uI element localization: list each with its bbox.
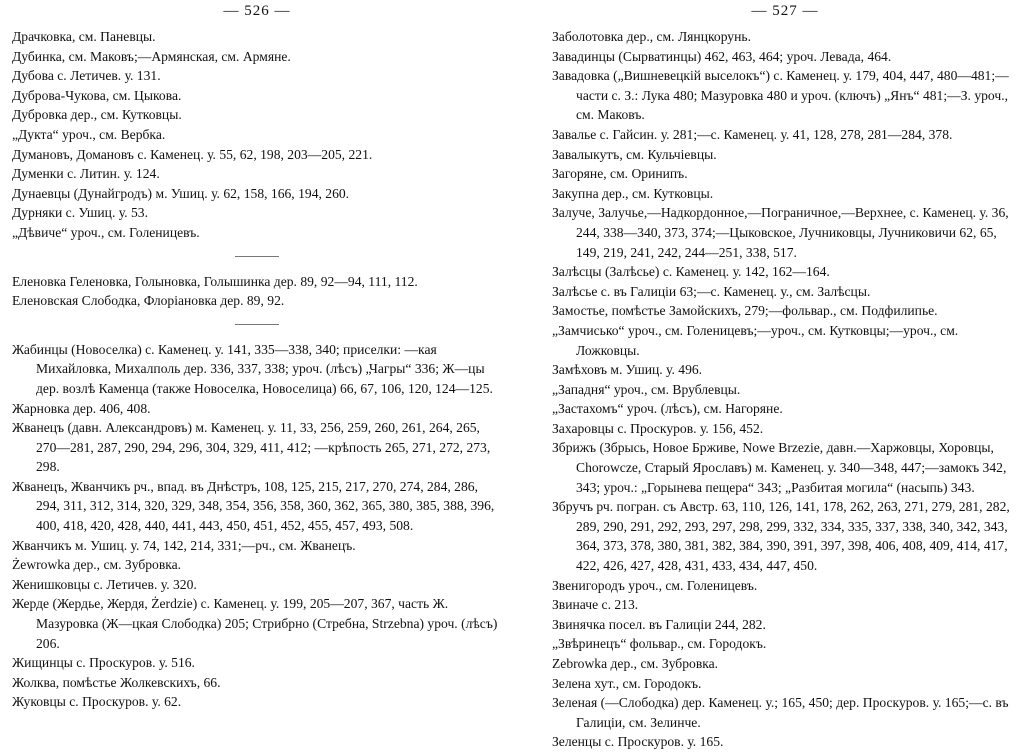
right-page — [512, 0, 1024, 753]
index-entry: Жабинцы (Новоселка) с. Каменец. у. 141, 335—338, 340; приселки: —кая Михайловка, Михалполь дер. 336, 337, 338; уроч. (лѣсъ) „Чагры“ 336; Ж—цы дер. возлѣ Каменца (также Новоселка, Новоселица) 66, 67, 106, 120, 124—125. — [12, 341, 493, 396]
index-entry: Жванецъ (давн. Александровъ) м. Каменец. у. 11, 33, 256, 259, 260, 261, 264, 265, 270—281, 287, 290, 294, 296, 304, 329, 411, 412; —крѣпость 265, 271, 272, 273, 298. — [12, 420, 491, 475]
index-entry: Жуковцы с. Проскуров. у. 62. — [12, 694, 182, 710]
index-entry: Дуброва-Чукова, см. Цыкова. — [12, 87, 182, 103]
index-entry: Замостье, помѣстье Замойскихъ, 279;—фольвар., см. Подфилипье. — [552, 303, 938, 319]
index-entry: „Застахомъ“ уроч. (лѣсъ), см. Нагоряне. — [552, 401, 783, 417]
index-entry: „Дѣвиче“ уроч., см. Голеницевъ. — [12, 224, 200, 240]
index-entry: Думановъ, Домановъ с. Каменец. у. 55, 62, 198, 203—205, 221. — [12, 146, 373, 162]
index-entry: Жарновка дер. 406, 408. — [12, 400, 151, 416]
index-entry: Жванчикъ м. Ушиц. у. 74, 142, 214, 331;—рч., см. Жванецъ. — [12, 537, 356, 553]
index-entry: „Звѣринецъ“ фольвар., см. Городокъ. — [552, 636, 767, 652]
index-entry: Завалье с. Гайсин. у. 281;—с. Каменец. у. 41, 128, 278, 281—284, 378. — [552, 126, 953, 142]
index-entry: Завадинцы (Сырватинцы) 462, 463, 464; уроч. Левада, 464. — [552, 48, 892, 64]
index-entry: Звинячка посел. въ Галиціи 244, 282. — [552, 616, 766, 632]
index-entry: Зеленая (—Слободка) дер. Каменец. у.; 165, 450; дер. Проскуров. у. 165;—с. въ Галиціи, см. Зелинче. — [552, 695, 1009, 730]
index-entry: Жищинцы с. Проскуров. у. 516. — [12, 655, 195, 671]
index-entry: „Замчисько“ уроч., см. Голеницевъ;—уроч., см. Кутковцы;—уроч., см. Ложковцы. — [552, 322, 959, 358]
index-entry: Залѣсье с. въ Галиціи 63;—с. Каменец. у., см. Залѣсцы. — [552, 283, 871, 299]
page-number: — 527 — — [751, 3, 819, 19]
index-entry: Женишковцы с. Летичев. у. 320. — [12, 576, 197, 592]
index-entry: Еленовка Геленовка, Голыновка, Голышинка дер. 89, 92—94, 111, 112. — [12, 273, 418, 289]
index-entry: Заболотовка дер., см. Лянцкорунь. — [552, 29, 751, 44]
index-column — [552, 27, 1018, 752]
page-number: — 526 — — [223, 3, 291, 19]
index-entry: Жванецъ, Жванчикъ рч., впад. въ Днѣстръ, 108, 125, 215, 217, 270, 274, 284, 286, 294, 311, 312, 314, 320, 329, 348, 354, 356, 358, 360, 362, 365, 380, 385, 388, 396, 400, 418, 420, 428, 440, 441, 443, 450, 451, 452, 455, 457, 493, 508. — [12, 478, 495, 534]
index-entry: Звиначе с. 213. — [552, 597, 639, 613]
index-entry: Думенки с. Литин. у. 124. — [12, 166, 160, 182]
index-entry: Драчковка, см. Паневцы. — [12, 29, 156, 44]
index-entry: „Дукта“ уроч., см. Вербка. — [12, 126, 166, 142]
index-entry: Замѣховъ м. Ушиц. у. 496. — [552, 362, 703, 378]
index-entry: Залѣсцы (Залѣсье) с. Каменец. у. 142, 162—164. — [552, 264, 830, 280]
index-entry: Еленовская Слободка, Флоріановка дер. 89, 92. — [12, 293, 285, 309]
section-divider — [235, 324, 279, 325]
index-entry: Залуче, Залучье,—Надкордонное,—Пограничное,—Верхнее, с. Каменец. у. 36, 244, 338—340, 373, 374;—Цыковское, Лучниковцы, Лучниковичи 62, 65, 149, 219, 241, 242, 244—251, 338, 517. — [552, 205, 1009, 260]
index-entry: Żewrowka дер., см. Зубровка. — [12, 557, 182, 573]
index-entry: Звенигородъ уроч., см. Голеницевъ. — [552, 577, 758, 593]
index-entry: Дунаевцы (Дунайгродъ) м. Ушиц. у. 62, 158, 166, 194, 260. — [12, 185, 350, 201]
index-entry: Дубровка дер., см. Кутковцы. — [12, 107, 182, 123]
index-entry: Дубинка, см. Маковъ;—Армянская, см. Армяне. — [12, 48, 291, 64]
index-entry: Завадовка („Вишневецкій выселокъ“) с. Каменец. у. 179, 404, 447, 480—481;—части с. З.: Лука 480; Мазуровка 480 и уроч. (ключъ) „Янъ“ 481;—З. уроч., см. Маковъ. — [552, 68, 1009, 123]
index-entry: Дурняки с. Ушиц. у. 53. — [12, 205, 148, 221]
section-divider — [235, 256, 279, 257]
index-entry: Zebrowka дер., см. Зубровка. — [552, 656, 719, 671]
index-entry: Загоряне, см. Оринипъ. — [552, 166, 688, 182]
index-entry: Жерде (Жердье, Жердя, Żerdzie) с. Каменец. у. 199, 205—207, 367, часть Ж. Мазуровка (Ж—цкая Слободка) 205; Стрибрно (Стребна, Strzebna) уроч. (лѣсъ) 206. — [12, 596, 498, 651]
index-column — [12, 27, 502, 712]
index-entry: Зеленцы с. Проскуров. у. 165. — [552, 734, 724, 750]
index-entry: „Западня“ уроч., см. Врублевцы. — [552, 381, 741, 397]
index-entry: Закупна дер., см. Кутковцы. — [552, 185, 714, 201]
index-entry: Жолква, помѣстье Жолкевскихъ, 66. — [12, 674, 221, 690]
index-entry: Зелена хут., см. Городокъ. — [552, 675, 702, 691]
index-entry: Завалыкутъ, см. Кульчіевцы. — [552, 146, 717, 162]
index-entry: Збручъ рч. погран. съ Австр. 63, 110, 126, 141, 178, 262, 263, 271, 279, 281, 282, 289, 290, 291, 292, 293, 297, 298, 299, 332, 334, 335, 337, 338, 340, 342, 343, 364, 373, 378, 380, 381, 382, 384, 390, 391, 397, 398, 406, 408, 409, 414, 417, 422, 426, 427, 428, 431, 433, 434, 447, 450. — [552, 499, 1010, 574]
index-entry: Дубова с. Летичев. у. 131. — [12, 68, 161, 84]
index-entry: Захаровцы с. Проскуров. у. 156, 452. — [552, 420, 764, 436]
index-entry: Збрижъ (Збрысь, Новое Брживе, Nowe Brzezie, давн.—Харжовцы, Хоровцы, Chorowcze, Старый Ярославъ) м. Каменец. у. 340—348, 447;—замокъ 342, 343; уроч.: „Горынева пещера“ 343; „Разбитая могила“ (насыпь) 343. — [552, 440, 1007, 495]
